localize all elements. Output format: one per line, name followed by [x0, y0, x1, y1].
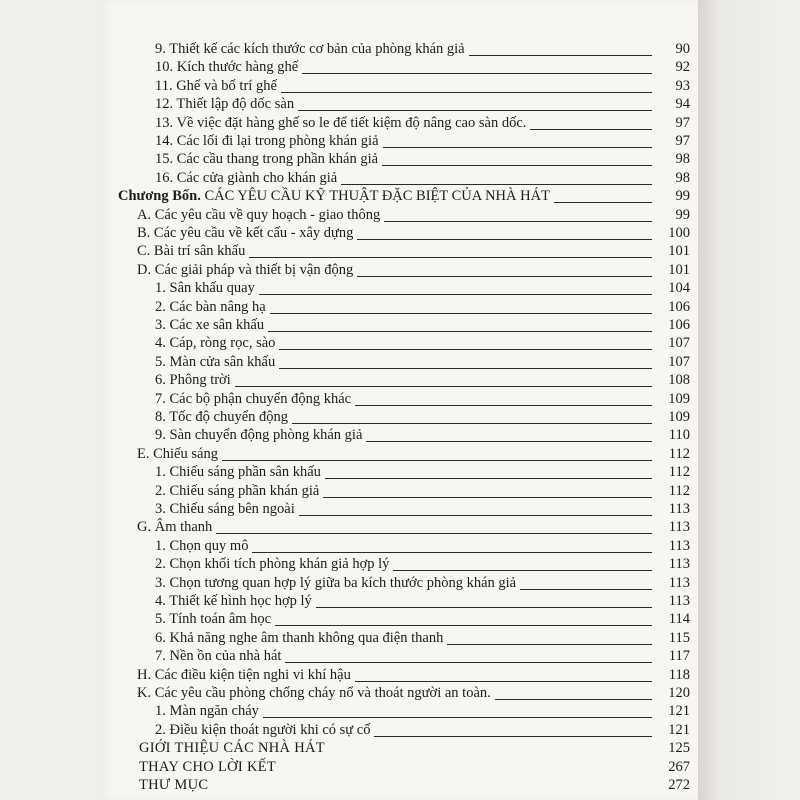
toc-entry-row	[137, 682, 690, 702]
toc-page-number: 113	[668, 501, 690, 517]
toc-entry-row	[155, 627, 690, 647]
toc-entry-title: 1. Màn ngăn cháy	[155, 703, 259, 720]
toc-entry-title: GIỚI THIỆU CÁC NHÀ HÁT	[139, 740, 325, 757]
toc-entry-title: 3. Các xe sân khấu	[155, 317, 265, 333]
toc-entry-row	[155, 314, 690, 334]
toc-entry-row	[139, 737, 690, 757]
toc-entry-title	[118, 187, 550, 205]
toc-entry-title: B. Các yêu cầu về kết cấu - xây dựng	[137, 225, 354, 241]
toc-entry-row	[155, 75, 690, 95]
toc-entry-title: 4. Cáp, ròng rọc, sào	[155, 335, 276, 352]
toc-entry-row	[155, 535, 690, 555]
toc-page-number: 98	[675, 151, 690, 168]
toc-entry-title: D. Các giải pháp và thiết bị vận động	[137, 261, 354, 278]
toc-page-number: 121	[668, 703, 690, 720]
toc-entry-row	[155, 296, 690, 316]
toc-page-number: 109	[668, 390, 690, 407]
toc-entry-row	[137, 222, 690, 242]
chapter-prefix: Chương Bốn.	[118, 188, 201, 205]
toc-entry-row	[155, 480, 690, 500]
toc-entry-title: 16. Các cửa giành cho khán giả	[155, 169, 338, 186]
toc-page-number: 108	[668, 372, 690, 389]
toc-entry-title: 7. Các bộ phận chuyển động khác	[155, 390, 352, 407]
toc-entry-title: 15. Các cầu thang trong phần khán giả	[155, 151, 379, 168]
toc-entry-title: 1. Chọn quy mô	[155, 537, 249, 554]
toc-page-number: 112	[668, 482, 690, 499]
toc-entry-row	[155, 351, 690, 371]
toc-page-number: 121	[668, 721, 690, 738]
toc-page-number: 106	[668, 298, 690, 315]
toc-entry-row	[137, 240, 690, 260]
toc-entry-row	[155, 424, 690, 444]
toc-page-number: 107	[668, 353, 690, 370]
toc-page-number: 114	[668, 611, 690, 628]
toc-page-number: 97	[675, 114, 690, 131]
toc-page-number: 90	[675, 41, 690, 57]
toc-entry-row	[155, 719, 690, 739]
toc-entry-title: 3. Chiếu sáng bên ngoài	[155, 501, 295, 517]
toc-page-number: 267	[668, 758, 690, 775]
toc-page-number: 99	[675, 206, 690, 223]
toc-entry-title: 5. Màn cửa sân khấu	[155, 353, 276, 370]
toc-page-number: 98	[675, 169, 690, 186]
toc-page-number: 106	[668, 317, 690, 333]
toc-page-number: 99	[675, 188, 690, 205]
toc-page-number: 120	[668, 685, 690, 701]
toc-page-number: 92	[675, 59, 690, 76]
toc-entry-row	[139, 774, 690, 794]
toc-entry-row	[155, 461, 690, 481]
toc-entry-row	[155, 277, 690, 297]
toc-entry-row	[155, 148, 690, 168]
toc-entry-title: 8. Tốc độ chuyển động	[155, 409, 289, 425]
toc-page-number: 118	[668, 666, 690, 683]
toc-page-number: 113	[668, 519, 690, 536]
toc-entry-row	[155, 406, 690, 426]
toc-page-number: 101	[668, 243, 690, 260]
toc-entry-row	[155, 130, 690, 150]
toc-entry-title: G. Âm thanh	[137, 519, 213, 536]
toc-page-number: 113	[668, 556, 690, 573]
toc-page-number: 109	[668, 409, 690, 425]
toc-page-number: 97	[675, 133, 690, 149]
toc-entry-title: A. Các yêu cầu về quy hoạch - giao thông	[137, 206, 381, 223]
toc-page-number: 115	[668, 629, 690, 646]
toc-entry-row	[155, 498, 690, 518]
toc-entry-title: 2. Các bàn nâng hạ	[155, 298, 266, 315]
toc-entry-row	[137, 664, 690, 684]
toc-entry-row	[155, 56, 690, 76]
toc-page-number: 113	[668, 574, 690, 591]
toc-entry-title: 10. Kích thước hàng ghế	[155, 59, 299, 76]
toc-page-number: 107	[668, 335, 690, 352]
toc-entry-title: 1. Chiếu sáng phần sân khấu	[155, 464, 321, 481]
toc-page-number: 112	[668, 464, 690, 481]
toc-page-number: 100	[668, 225, 690, 241]
toc-entry-row	[155, 700, 690, 720]
toc-entry-title: 3. Chọn tương quan hợp lý giữa ba kích thước phòng khán giả	[155, 574, 517, 591]
toc-entry-title: 9. Sàn chuyển động phòng khán giả	[155, 427, 363, 444]
toc-page-number: 94	[675, 96, 690, 113]
toc-entry-row	[137, 204, 690, 224]
toc-entry-title: 6. Khả năng nghe âm thanh không qua điện thanh	[155, 629, 444, 646]
toc-page-number: 272	[668, 777, 690, 793]
toc-entry-row	[137, 516, 690, 536]
toc-page-number: 117	[668, 648, 690, 665]
toc-entry-title: 11. Ghế và bố trí ghế	[155, 77, 277, 94]
toc-page-number: 112	[668, 445, 690, 462]
toc-page-number: 110	[668, 427, 690, 444]
toc-chapter-row	[118, 185, 690, 205]
toc-entry-row	[155, 112, 690, 132]
toc-entry-title: 14. Các lối đi lại trong phòng khán giả	[155, 133, 379, 149]
toc-entry-row	[155, 645, 690, 665]
toc-entry-title: 5. Tính toán âm học	[155, 611, 272, 628]
toc-entry-row	[137, 443, 690, 463]
toc-entry-row	[155, 608, 690, 628]
toc-entry-title: 4. Thiết kế hình học hợp lý	[155, 593, 312, 609]
toc-entry-title: 6. Phông trời	[155, 372, 231, 389]
toc-entry-title: 2. Chọn khối tích phòng khán giả hợp lý	[155, 556, 390, 573]
toc-page-number: 93	[675, 77, 690, 94]
toc-entry-title: 12. Thiết lập độ dốc sàn	[155, 96, 295, 113]
toc-entry-row	[155, 167, 690, 187]
toc-entry-row	[155, 93, 690, 113]
toc-page-number: 104	[668, 280, 690, 297]
toc-entry-title: C. Bài trí sân khấu	[137, 243, 246, 260]
toc-page-number: 113	[668, 537, 690, 554]
toc-entry-title: 2. Chiếu sáng phần khán giả	[155, 482, 320, 499]
toc-entry-title: 13. Về việc đặt hàng ghế so le để tiết kiệm độ nâng cao sàn dốc.	[155, 114, 527, 131]
toc-entry-row	[155, 553, 690, 573]
toc-entry-row	[155, 388, 690, 408]
toc-entry-title: THAY CHO LỜI KẾT	[139, 758, 277, 775]
toc-entry-title: 7. Nền ồn của nhà hát	[155, 648, 282, 665]
toc-entry-title: 2. Điều kiện thoát người khi có sự cố	[155, 721, 371, 738]
toc-entry-row	[155, 38, 690, 58]
toc-entry-row	[155, 590, 690, 610]
toc-entry-title: E. Chiếu sáng	[137, 445, 218, 462]
toc-entry-title: 1. Sân khấu quay	[155, 280, 255, 297]
toc-page-number: 101	[668, 261, 690, 278]
toc-entry-row	[139, 756, 690, 776]
toc-entry-row	[137, 259, 690, 279]
toc-page-number: 125	[668, 740, 690, 757]
chapter-title: CÁC YÊU CẦU KỸ THUẬT ĐẶC BIỆT CỦA NHÀ HÁT	[200, 188, 550, 205]
toc-entry-title: 9. Thiết kế các kích thước cơ bản của phòng khán giả	[155, 41, 465, 57]
toc-entry-title: K. Các yêu cầu phòng chống cháy nổ và thoát người an toàn.	[137, 685, 491, 701]
toc-entry-row	[155, 572, 690, 592]
toc-entry-row	[155, 332, 690, 352]
toc-entry-title: H. Các điều kiện tiện nghi vi khí hậu	[137, 666, 351, 683]
toc-page-number: 113	[668, 593, 690, 609]
toc-entry-title: THƯ MỤC	[139, 777, 209, 793]
toc-entry-row	[155, 369, 690, 389]
